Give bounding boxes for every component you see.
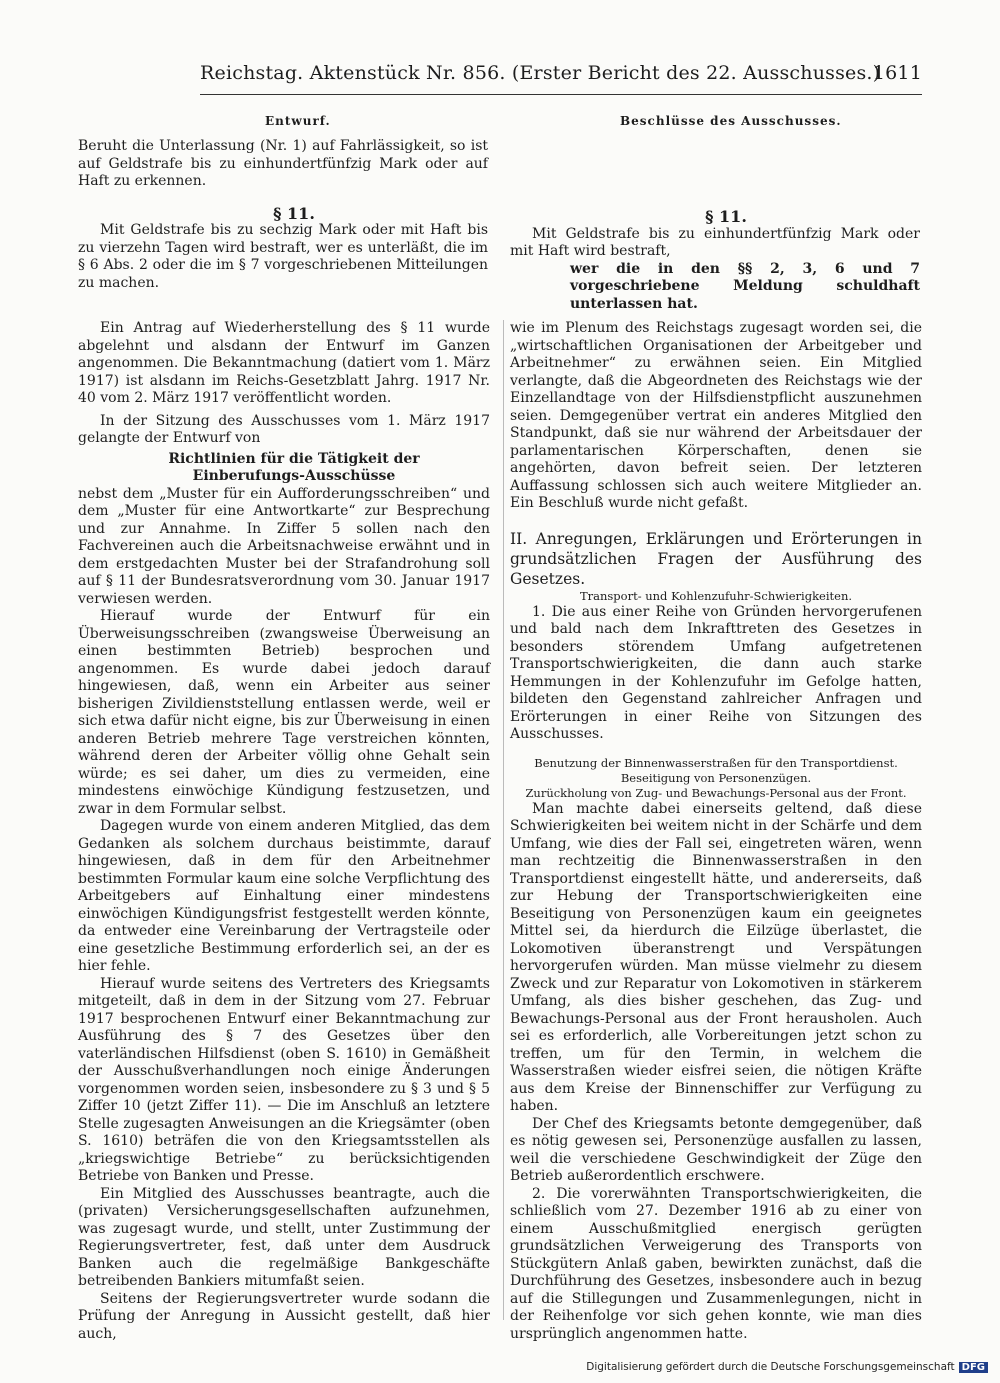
header-title: Reichstag. Aktenstück Nr. 856. (Erster Bericht des 22. Ausschusses.) xyxy=(200,62,881,84)
paragraph: In der Sitzung des Ausschusses vom 1. März 1917 gelangte der Entwurf von xyxy=(78,412,490,446)
subheading: Benutzung der Binnenwasserstraßen für den Transportdienst. xyxy=(534,755,898,770)
paragraph: Hierauf wurde seitens des Vertreters des Kriegsamts mitgeteilt, daß in dem in der Sitzung vom 27. Februar 1917 besprochenen Entwurf einer Bekanntmachung zur Ausführung des § 7 des Gesetzes über den vaterländischen Hilfsdienst (oben S. 1610) in Gemäßheit der Ausschußverhandlungen noch einige Änderungen vorgenommen worden seien, insbesondere zu § 3 und § 5 Ziffer 10 (jetzt Ziffer 11). — Die im Anschluß an letztere Stelle zugesagten Anweisungen an die Kriegsämter (oben S. 1610) beträfen die von den Kriegsamtsstellen als „kriegswichtige Betriebe“ zu berücksichtigenden Betriebe von Banken und Presse. xyxy=(78,975,490,1184)
footer-text: Digitalisierung gefördert durch die Deutsche Forschungsgemeinschaft xyxy=(586,1361,955,1373)
subheading: Beseitigung von Personenzügen. xyxy=(620,770,812,785)
column-divider xyxy=(503,320,504,1320)
right-top-block xyxy=(510,208,920,313)
left-top-block xyxy=(78,138,488,292)
paragraph: nebst dem „Muster für ein Aufforderungsschreiben“ und dem „Muster für eine Antwortkarte“ zur Besprechung und zur Annahme. In Ziffer 5 sollen nach den Fachvereinen auch die Arbeitsnachweise erwähnt und in dem erstgedachten Muster bei der Strafandrohung soll auf § 11 der Bundesratsverordnung vom 30. Januar 1917 verwiesen werden. xyxy=(78,485,490,607)
paragraph: Dagegen wurde von einem anderen Mitglied, das dem Gedanken als solchem durchaus beistimmte, darauf hingewiesen, daß in dem für den Arbeitnehmer bestimmten Formular kaum eine solche Verpflichtung des Arbeitgebers auf Einhaltung einer mindestens einwöchigen Kündigungsfrist festgestellt werden könnte, da entweder eine Vereinbarung der Vertragsteile oder eine gesetzliche Bestimmung erforderlich sei, an der es hier fehle. xyxy=(78,818,490,974)
column-heading-beschluesse: Beschlüsse des Ausschusses. xyxy=(620,114,842,128)
page-number: 1611 xyxy=(872,62,922,84)
subheading: Zurückholung von Zug- und Bewachungs-Personal aus der Front. xyxy=(525,785,907,800)
paragraph: Man machte dabei einerseits geltend, daß diese Schwierigkeiten bei weitem nicht in der Schärfe und dem Umfang, wie dies der Fall sei, eingetreten wären, wenn man rechtzeitig die Binnenwasserstraßen in den Transportdienst eingestellt hätte, und andererseits, daß zur Hebung der Transportschwierigkeiten eine Beseitigung von Personenzügen kaum ein geeignetes Mittel sei, da hierdurch die Eilzüge überlastet, die Lokomotiven überanstrengt und Verspätungen hervorgerufen würden. Man müsse vielmehr zu diesem Zweck und zur Reparatur von Lokomotiven in stärkerem Umfang, als dies bisher geschehen, das Zug- und Bewachungs-Personal aus der Front herausholen. Auch sei es erforderlich, alle Vorbereitungen jetzt schon zu treffen, um für den Termin, in welchem die Wasserstraßen wieder eisfrei seien, die nötigen Kräfte aus dem Kreise der Binnenschiffer zur Verfügung zu haben. xyxy=(510,800,922,1114)
paragraph: Ein Mitglied des Ausschusses beantragte, auch die (privaten) Versicherungsgesellschaften aufzunehmen, was zugesagt wurde, und stellt, unter Zustimmung der Regierungsvertreter, fest, daß unter dem Ausdruck Banken auch die regelmäßige Bankgeschäfte betreibenden Bankiers mitumfaßt seien. xyxy=(78,1185,490,1289)
left-body xyxy=(78,320,490,1343)
section-title: II. Anregungen, Erklärungen und Erörterungen in grundsätzlichen Fragen der Ausführung des Gesetzes. xyxy=(510,529,922,588)
paragraph: Mit Geldstrafe bis zu sechzig Mark oder mit Haft bis zu vierzehn Tagen wird bestraft, wer es unterläßt, die im § 6 Abs. 2 oder die im § 7 vorgeschriebenen Mitteilungen zu machen. xyxy=(78,222,488,291)
paragraph: wer die in den §§ 2, 3, 6 und 7 vorgeschriebene Meldung schuldhaft unterlassen hat. xyxy=(570,260,920,312)
footer-credit xyxy=(586,1361,988,1373)
paragraph: 2. Die vorerwähnten Transportschwierigkeiten, die schließlich vom 27. Dezember 1916 ab zu einer von einem Ausschußmitglied energisch gerügten grundsätzlichen Verweigerung des Transports von Stückgütern Anlaß gaben, bewirkten zunächst, daß die Durchführung des Gesetzes, insbesondere auch in bezug auf die Stillegungen und Zusammenlegungen, nicht in der Reihenfolge vor sich gehen konnte, wie man dies ursprünglich angenommen hatte. xyxy=(510,1185,922,1342)
dfg-logo: DFG xyxy=(959,1362,988,1373)
page-header xyxy=(200,60,922,95)
right-body xyxy=(510,320,922,1343)
column-heading-entwurf: Entwurf. xyxy=(265,114,331,128)
paragraph: Der Chef des Kriegsamts betonte demgegenüber, daß es nötig gewesen sei, Personenzüge ausfallen zu lassen, weil die verschiedene Geschwindigkeit der Züge den Betrieb außerordentlich erschwere. xyxy=(510,1115,922,1184)
paragraph: 1. Die aus einer Reihe von Gründen hervorgerufenen und bald nach dem Inkrafttreten des Gesetzes in besonders störendem Umfang aufgetretenen Transportschwierigkeiten, die dann auch starke Hemmungen in der Kohlenzufuhr im Gefolge hatten, bildeten den Gegenstand zahlreicher Anfragen und Erörterungen in einer Reihe von Sitzungen des Ausschusses. xyxy=(510,603,922,742)
paragraph: Beruht die Unterlassung (Nr. 1) auf Fahrlässigkeit, so ist auf Geldstrafe bis zu einhundertfünfzig Mark oder auf Haft zu erkennen. xyxy=(78,138,488,189)
paragraph: Seitens der Regierungsvertreter wurde sodann die Prüfung der Anregung in Aussicht gestellt, daß hier auch, xyxy=(78,1290,490,1342)
paragraph: Hierauf wurde der Entwurf für ein Überweisungsschreiben (zwangsweise Überweisung an einen bestimmten Betrieb) besprochen und angenommen. Es wurde dabei jedoch darauf hingewiesen, daß, wenn ein Arbeiter aus seiner bisherigen Zivildienststellung entlassen werde, weil er sich etwa dafür nicht eigne, bis zur Überweisung in einen anderen Betrieb mehrere Tage verstreichen könnten, während deren der Arbeiter völlig ohne Gehalt sein würde; es sei daher, um dies zu vermeiden, eine mindestens einwöchige Kündigung festzusetzen, und zwar in dem Formular selbst. xyxy=(78,608,490,817)
paragraph-title: Richtlinien für die Tätigkeit der Einberufungs-Ausschüsse xyxy=(168,450,420,484)
section-heading: § 11. xyxy=(273,203,315,223)
section-heading: § 11. xyxy=(705,207,747,226)
paragraph: wie im Plenum des Reichstags zugesagt worden sei, die „wirtschaftlichen Organisationen der Arbeitgeber und Arbeitnehmer“ zu erwähnen seien. Ein Mitglied verlangte, daß die Abgeordneten des Reichstags wie der Einzellandtage von der Hilfsdienstpflicht auszunehmen seien. Demgegenüber vertrat ein anderes Mitglied den Standpunkt, daß sie nur während der Arbeitsdauer der parlamentarischen Körperschaften, denen sie angehörten, davon befreit seien. Der letzteren Auffassung schlossen sich auch weitere Mitglieder an. Ein Beschluß wurde nicht gefaßt. xyxy=(510,320,922,511)
paragraph: Mit Geldstrafe bis zu einhundertfünfzig Mark oder mit Haft wird bestraft, xyxy=(510,225,920,259)
paragraph: Ein Antrag auf Wiederherstellung des § 11 wurde abgelehnt und alsdann der Entwurf im Ganzen angenommen. Die Bekanntmachung (datiert vom 1. März 1917) ist alsdann im Reichs-Gesetzblatt Jahrg. 1917 Nr. 40 vom 2. März 1917 veröffentlicht worden. xyxy=(78,320,490,406)
subheading: Transport- und Kohlenzufuhr-Schwierigkeiten. xyxy=(579,588,853,603)
